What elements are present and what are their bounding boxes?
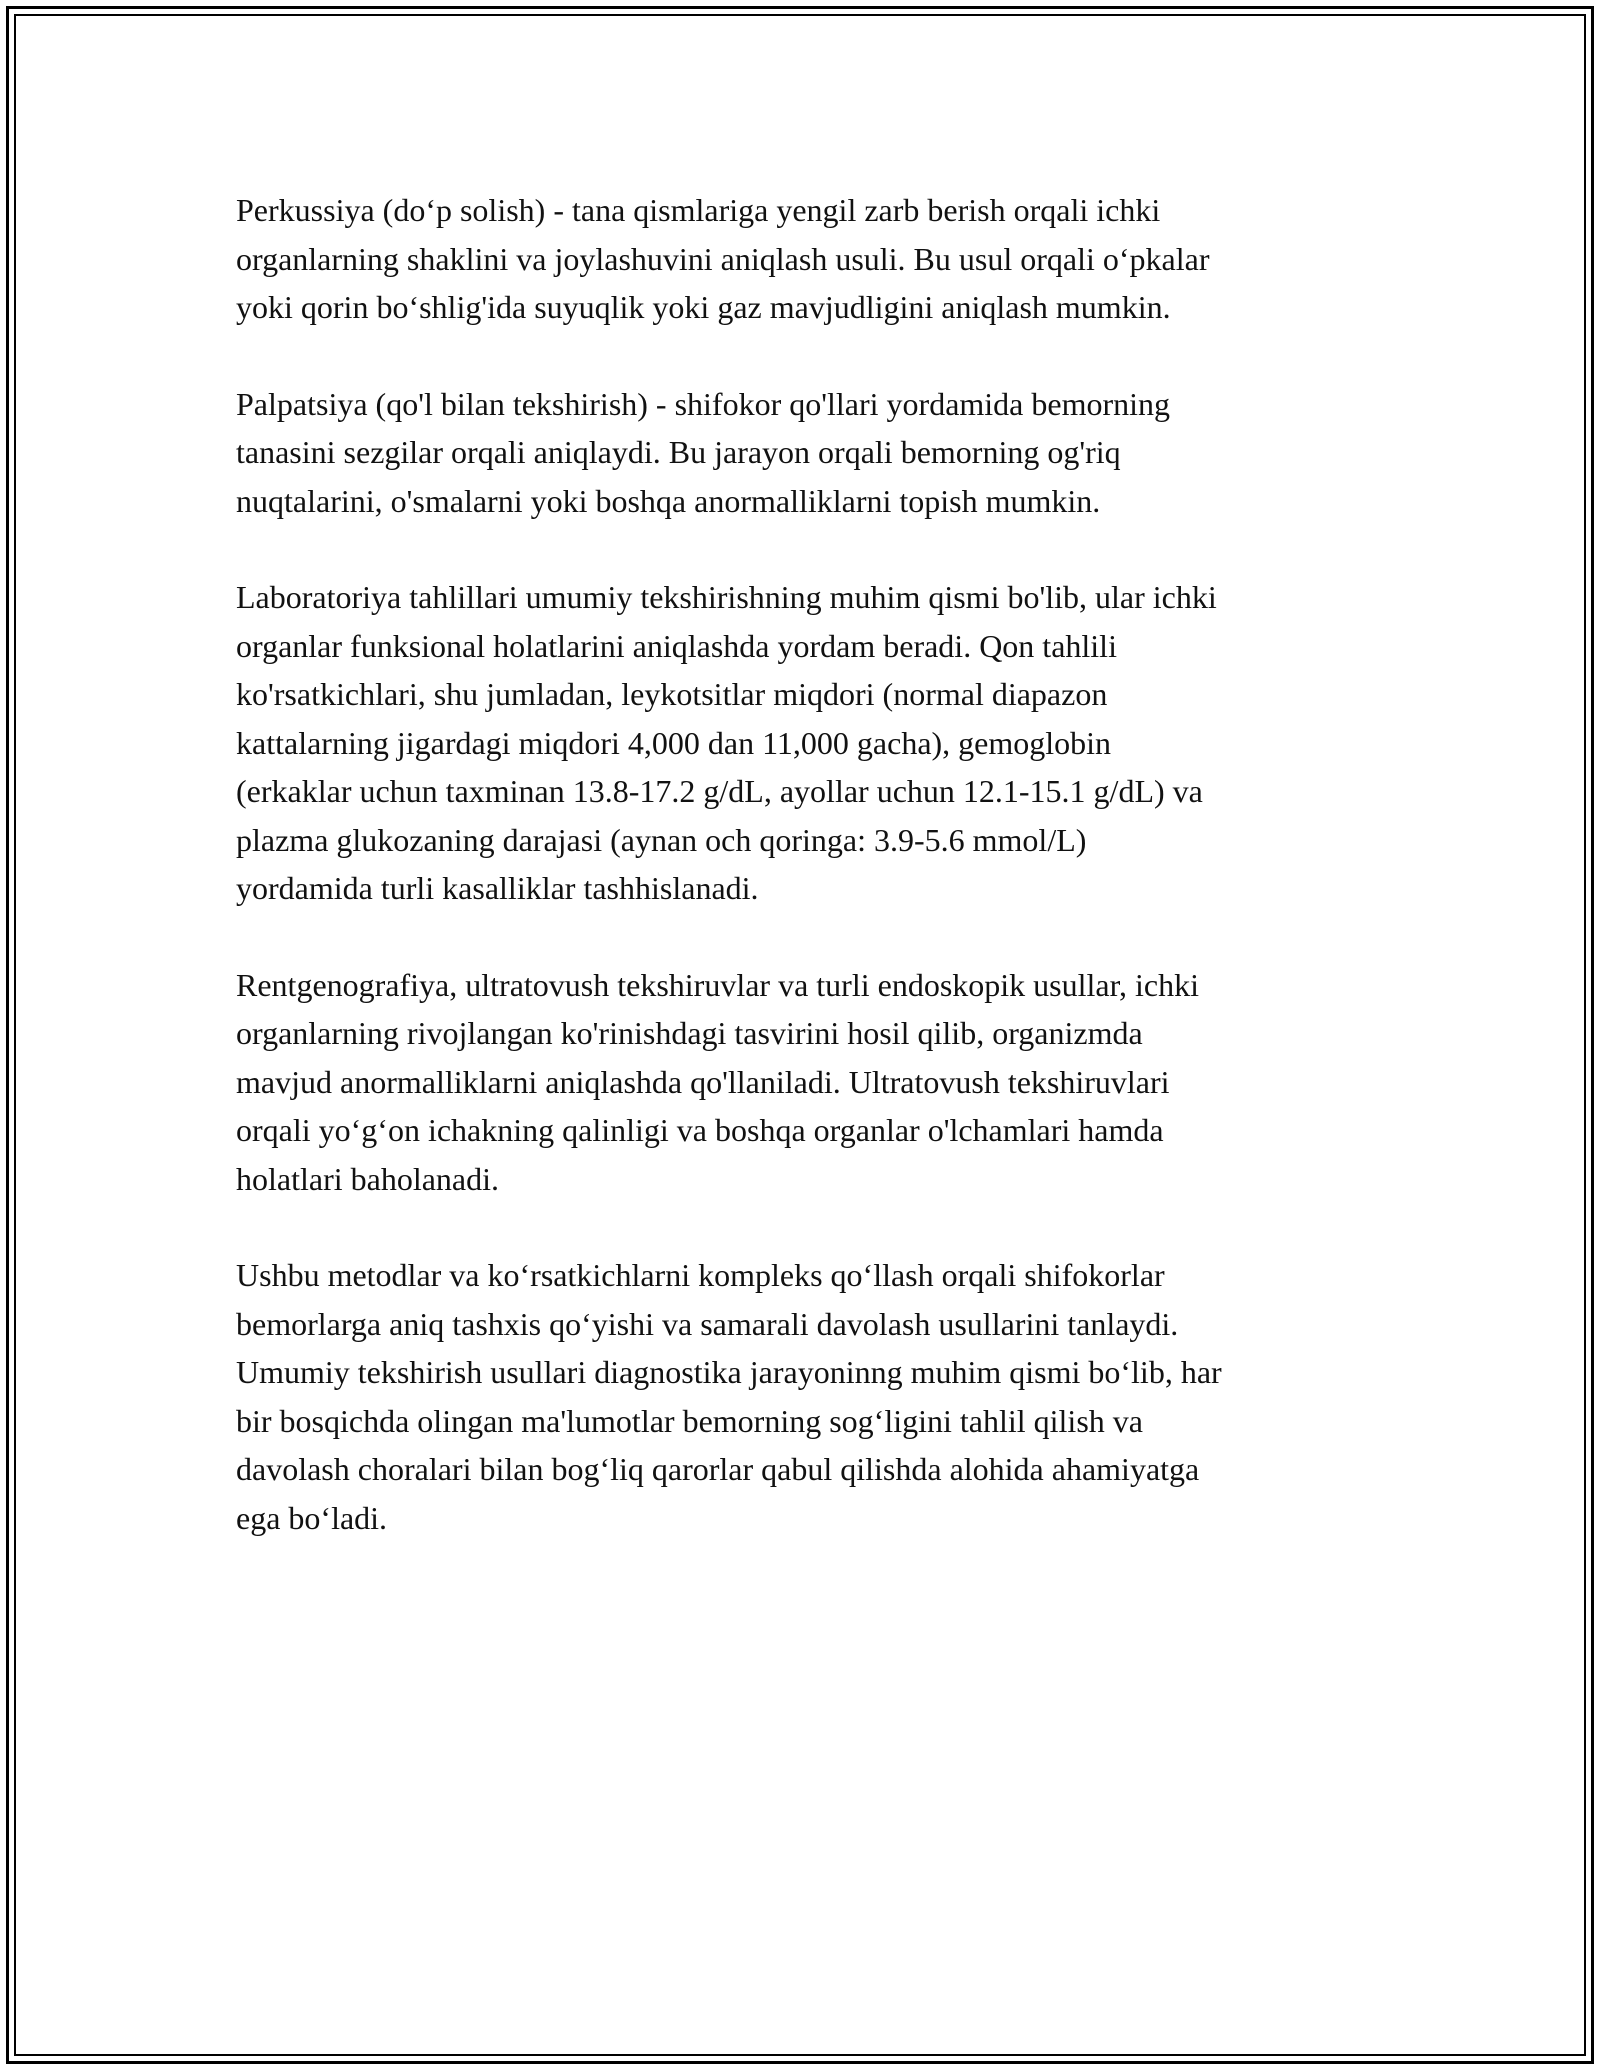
document-body <box>236 186 1386 1590</box>
paragraph-palpation: Palpatsiya (qo'l bilan tekshirish) - shifokor qo'llari yordamida bemorning tanasini sezgilar orqali aniqlaydi. Bu jarayon orqali bemorning og'riq nuqtalarini, o'smalarni yoki boshqa anormalliklarni topish mumkin. <box>236 385 1171 519</box>
paragraph-laboratory: Laboratoriya tahlillari umumiy tekshirishning muhim qismi bo'lib, ular ichki organlar funksional holatlarini aniqlashda yordam beradi. Qon tahlili ko'rsatkichlari, shu jumladan, leykotsitlar miqdori (normal diapazon kattalarning jigardagi miqdori 4,000 dan 11,000 gacha), gemoglobin (erkaklar uchun taxminan 13.8-17.2 g/dL, ayollar uchun 12.1-15.1 g/dL) va plazma glukozaning darajasi (aynan och qoringa: 3.9-5.6 mmol/L) yordamida turli kasalliklar tashhislanadi. <box>236 579 1217 906</box>
paragraph-conclusion: Ushbu metodlar va ko‘rsatkichlarni kompleks qo‘llash orqali shifokorlar bemorlarga aniq tashxis qo‘yishi va samarali davolash usullarini tanlaydi. Umumiy tekshirish usullari diagnostika jarayoninng muhim qismi bo‘lib, har bir bosqichda olingan ma'lumotlar bemorning sog‘ligini tahlil qilish va davolash choralari bilan bog‘liq qarorlar qabul qilishda alohida ahamiyatga ega bo‘ladi. <box>236 1257 1222 1536</box>
paragraph-percussion: Perkussiya (do‘p solish) - tana qismlariga yengil zarb berish orqali ichki organlarning shaklini va joylashuvini aniqlash usuli. Bu usul orqali o‘pkalar yoki qorin bo‘shlig'ida suyuqlik yoki gaz mavjudligini aniqlash mumkin. <box>236 192 1210 325</box>
paragraph-imaging: Rentgenografiya, ultratovush tekshiruvlar va turli endoskopik usullar, ichki organlarning rivojlangan ko'rinishdagi tasvirini hosil qilib, organizmda mavjud anormalliklarni aniqlashda qo'llaniladi. Ultratovush tekshiruvlari orqali yo‘g‘on ichakning qalinligi va boshqa organlar o'lchamlari hamda holatlari baholanadi. <box>236 966 1199 1197</box>
